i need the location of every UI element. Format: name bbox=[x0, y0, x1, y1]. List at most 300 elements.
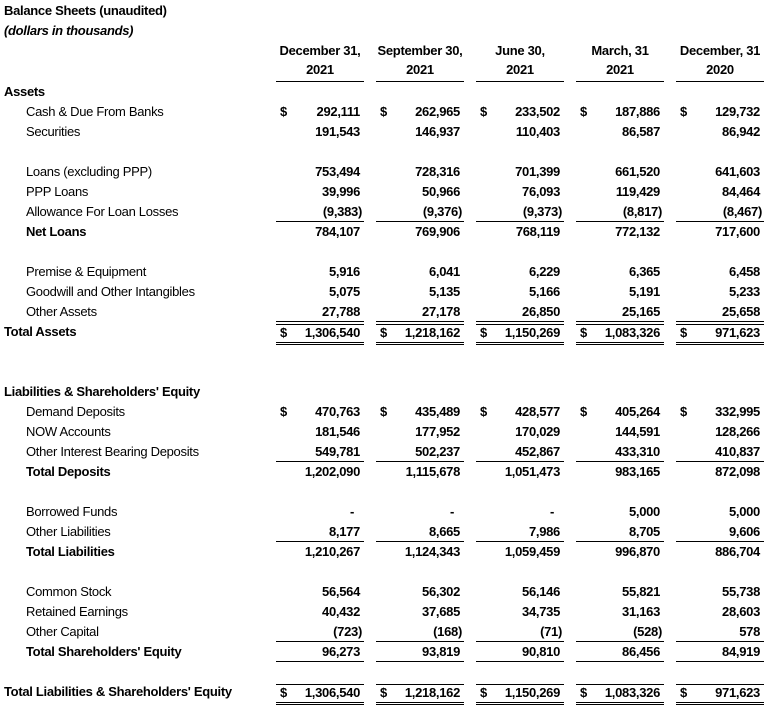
table-cell bbox=[676, 304, 764, 322]
dollar-sign: $ bbox=[480, 104, 487, 119]
spacer-row bbox=[0, 482, 764, 502]
table-cell bbox=[476, 444, 564, 462]
column-header bbox=[572, 43, 668, 77]
cell-value: 5,191 bbox=[628, 284, 660, 299]
table-row bbox=[0, 202, 764, 222]
cell-value: 8,177 bbox=[328, 524, 360, 539]
table-cell bbox=[276, 124, 364, 141]
table-cell bbox=[476, 164, 564, 181]
cell-value: 1,115,678 bbox=[405, 464, 460, 479]
cell-value: 119,429 bbox=[615, 184, 660, 199]
table-cell bbox=[376, 164, 464, 181]
table-cell bbox=[576, 524, 664, 542]
cell-value: 769,906 bbox=[415, 224, 460, 239]
cell-value: (9,376) bbox=[422, 204, 462, 219]
table-row bbox=[0, 622, 764, 642]
table-cell bbox=[576, 464, 664, 481]
table-cell bbox=[476, 204, 564, 222]
cell-value: 6,041 bbox=[428, 264, 460, 279]
table-row bbox=[0, 102, 764, 122]
table-cell bbox=[576, 684, 664, 705]
cell-value: (8,817) bbox=[622, 204, 662, 219]
cell-value: 27,788 bbox=[322, 304, 360, 319]
cell-value: 701,399 bbox=[515, 164, 560, 179]
spacer-row bbox=[0, 342, 764, 362]
column-header-period: March, 31 bbox=[591, 43, 649, 58]
cell-value: 872,098 bbox=[715, 464, 760, 479]
column-header-year: 2021 bbox=[606, 62, 634, 77]
cell-value: 26,850 bbox=[522, 304, 560, 319]
cell-value: - bbox=[349, 504, 354, 519]
table-cell bbox=[676, 684, 764, 705]
cell-value: 435,489 bbox=[415, 404, 460, 419]
cell-value: 5,233 bbox=[728, 284, 760, 299]
cell-value: 502,237 bbox=[415, 444, 460, 459]
table-cell bbox=[576, 444, 664, 462]
cell-value: 549,781 bbox=[315, 444, 360, 459]
cell-value: 1,210,267 bbox=[304, 544, 360, 559]
row-label: Retained Earnings bbox=[26, 604, 128, 619]
cell-value: 1,124,343 bbox=[404, 544, 460, 559]
row-label: Total Liabilities bbox=[26, 544, 115, 559]
table-cell bbox=[676, 444, 764, 462]
column-header-period: December, 31 bbox=[679, 43, 761, 58]
document-title: Balance Sheets (unaudited) bbox=[4, 3, 167, 18]
row-label: Total Assets bbox=[4, 324, 77, 339]
table-row bbox=[0, 642, 764, 662]
cell-value: 5,166 bbox=[528, 284, 560, 299]
table-row bbox=[0, 262, 764, 282]
table-cell bbox=[476, 624, 564, 642]
row-label: Borrowed Funds bbox=[26, 504, 118, 519]
table-cell bbox=[676, 224, 764, 241]
table-cell bbox=[576, 404, 664, 421]
cell-value: 1,306,540 bbox=[304, 325, 360, 340]
column-header-period: September 30, bbox=[377, 43, 463, 58]
cell-value: 6,458 bbox=[728, 264, 760, 279]
table-cell bbox=[476, 584, 564, 601]
table-cell bbox=[676, 264, 764, 281]
row-label: Other Interest Bearing Deposits bbox=[26, 444, 199, 459]
table-cell bbox=[276, 584, 364, 601]
table-row bbox=[0, 122, 764, 142]
cell-value: 28,603 bbox=[722, 604, 760, 619]
table-cell bbox=[376, 584, 464, 601]
cell-value: (168) bbox=[433, 624, 462, 639]
cell-value: 39,996 bbox=[322, 184, 360, 199]
cell-value: 768,119 bbox=[515, 224, 560, 239]
table-cell bbox=[576, 204, 664, 222]
table-cell bbox=[476, 544, 564, 561]
column-header bbox=[672, 43, 764, 77]
cell-value: 56,302 bbox=[422, 584, 460, 599]
table-cell bbox=[676, 124, 764, 141]
dollar-sign: $ bbox=[480, 685, 487, 700]
column-header bbox=[272, 43, 368, 77]
cell-value: 56,146 bbox=[522, 584, 560, 599]
table-cell bbox=[276, 444, 364, 462]
cell-value: 753,494 bbox=[315, 164, 360, 179]
dollar-sign: $ bbox=[480, 325, 487, 340]
cell-value: 129,732 bbox=[715, 104, 760, 119]
column-header-year: 2021 bbox=[506, 62, 534, 77]
cell-value: 146,937 bbox=[415, 124, 460, 139]
table-cell bbox=[376, 604, 464, 621]
cell-value: 76,093 bbox=[522, 184, 560, 199]
cell-value: 1,150,269 bbox=[504, 325, 560, 340]
cell-value: 1,150,269 bbox=[504, 685, 560, 700]
table-cell bbox=[576, 104, 664, 121]
column-header-period: December 31, bbox=[279, 43, 361, 58]
dollar-sign: $ bbox=[380, 325, 387, 340]
table-cell bbox=[276, 504, 364, 521]
table-cell bbox=[676, 504, 764, 521]
cell-value: 50,966 bbox=[422, 184, 460, 199]
cell-value: 728,316 bbox=[415, 164, 460, 179]
table-cell bbox=[576, 544, 664, 561]
table-cell bbox=[576, 624, 664, 642]
cell-value: 187,886 bbox=[615, 104, 660, 119]
table-cell bbox=[376, 464, 464, 481]
cell-value: 452,867 bbox=[515, 444, 560, 459]
table-cell bbox=[376, 504, 464, 521]
table-cell bbox=[276, 544, 364, 561]
table-cell bbox=[676, 284, 764, 301]
cell-value: 5,135 bbox=[428, 284, 460, 299]
table-cell bbox=[676, 104, 764, 121]
table-cell bbox=[276, 624, 364, 642]
dollar-sign: $ bbox=[680, 104, 687, 119]
table-cell bbox=[476, 684, 564, 705]
table-cell bbox=[576, 124, 664, 141]
table-cell bbox=[476, 644, 564, 662]
table-cell bbox=[476, 224, 564, 241]
column-header bbox=[472, 43, 568, 77]
table-cell bbox=[576, 264, 664, 281]
table-cell bbox=[476, 404, 564, 421]
table-cell bbox=[276, 304, 364, 322]
cell-value: 717,600 bbox=[715, 224, 760, 239]
table-row bbox=[0, 282, 764, 302]
table-cell bbox=[276, 264, 364, 281]
section-header-row bbox=[0, 82, 764, 102]
column-header bbox=[372, 43, 468, 77]
cell-value: 40,432 bbox=[322, 604, 360, 619]
cell-value: 9,606 bbox=[728, 524, 760, 539]
cell-value: 34,735 bbox=[522, 604, 560, 619]
table-cell bbox=[276, 104, 364, 121]
table-cell bbox=[676, 644, 764, 662]
row-label: PPP Loans bbox=[26, 184, 89, 199]
table-cell bbox=[676, 624, 764, 642]
cell-value: 332,995 bbox=[715, 404, 760, 419]
table-row bbox=[0, 502, 764, 522]
table-cell bbox=[376, 204, 464, 222]
table-row bbox=[0, 162, 764, 182]
cell-value: 1,218,162 bbox=[404, 685, 460, 700]
cell-value: 84,919 bbox=[722, 644, 760, 659]
table-cell bbox=[576, 164, 664, 181]
column-header-year: 2021 bbox=[406, 62, 434, 77]
cell-value: 55,821 bbox=[622, 584, 660, 599]
cell-value: 233,502 bbox=[515, 104, 560, 119]
dollar-sign: $ bbox=[680, 325, 687, 340]
table-cell bbox=[476, 524, 564, 542]
table-cell bbox=[376, 644, 464, 662]
cell-value: - bbox=[449, 504, 454, 519]
cell-value: 1,059,459 bbox=[504, 544, 560, 559]
dollar-sign: $ bbox=[280, 685, 287, 700]
table-cell bbox=[276, 604, 364, 621]
cell-value: 191,543 bbox=[315, 124, 360, 139]
cell-value: (9,383) bbox=[322, 204, 362, 219]
spacer-row bbox=[0, 242, 764, 262]
cell-value: 784,107 bbox=[315, 224, 360, 239]
table-cell bbox=[376, 624, 464, 642]
table-cell bbox=[376, 424, 464, 441]
table-cell bbox=[676, 424, 764, 441]
table-cell bbox=[676, 404, 764, 421]
table-cell bbox=[376, 104, 464, 121]
dollar-sign: $ bbox=[580, 104, 587, 119]
row-label: Securities bbox=[26, 124, 81, 139]
table-row bbox=[0, 542, 764, 562]
cell-value: 56,564 bbox=[322, 584, 360, 599]
cell-value: (9,373) bbox=[522, 204, 562, 219]
table-cell bbox=[576, 604, 664, 621]
row-label: Assets bbox=[4, 84, 45, 99]
table-cell bbox=[676, 604, 764, 621]
table-cell bbox=[376, 544, 464, 561]
table-cell bbox=[276, 184, 364, 201]
table-row bbox=[0, 322, 764, 342]
cell-value: 90,810 bbox=[522, 644, 560, 659]
cell-value: 86,456 bbox=[622, 644, 660, 659]
table-cell bbox=[376, 304, 464, 322]
row-label: NOW Accounts bbox=[26, 424, 111, 439]
dollar-sign: $ bbox=[380, 685, 387, 700]
row-label: Total Liabilities & Shareholders' Equity bbox=[4, 684, 232, 699]
table-row bbox=[0, 422, 764, 442]
table-cell bbox=[376, 524, 464, 542]
cell-value: 181,546 bbox=[315, 424, 360, 439]
table-row bbox=[0, 302, 764, 322]
table-cell bbox=[276, 524, 364, 542]
column-header-year: 2020 bbox=[706, 62, 734, 77]
table-cell bbox=[376, 684, 464, 705]
row-label: Liabilities & Shareholders' Equity bbox=[4, 384, 200, 399]
cell-value: 5,916 bbox=[328, 264, 360, 279]
row-label: Premise & Equipment bbox=[26, 264, 147, 279]
row-label: Demand Deposits bbox=[26, 404, 125, 419]
table-cell bbox=[276, 224, 364, 241]
cell-value: 1,306,540 bbox=[304, 685, 360, 700]
row-label: Common Stock bbox=[26, 584, 112, 599]
table-cell bbox=[676, 184, 764, 201]
cell-value: 37,685 bbox=[422, 604, 460, 619]
table-cell bbox=[576, 224, 664, 241]
dollar-sign: $ bbox=[680, 685, 687, 700]
cell-value: 5,000 bbox=[628, 504, 660, 519]
cell-value: 886,704 bbox=[715, 544, 760, 559]
table-cell bbox=[276, 404, 364, 421]
table-cell bbox=[376, 224, 464, 241]
table-cell bbox=[476, 464, 564, 481]
cell-value: 31,163 bbox=[622, 604, 660, 619]
dollar-sign: $ bbox=[580, 685, 587, 700]
cell-value: 8,705 bbox=[628, 524, 660, 539]
dollar-sign: $ bbox=[480, 404, 487, 419]
table-cell bbox=[276, 464, 364, 481]
cell-value: 428,577 bbox=[515, 404, 560, 419]
table-cell bbox=[476, 284, 564, 301]
cell-value: 772,132 bbox=[615, 224, 660, 239]
table-cell bbox=[276, 204, 364, 222]
cell-value: 996,870 bbox=[615, 544, 660, 559]
table-cell bbox=[276, 424, 364, 441]
dollar-sign: $ bbox=[580, 325, 587, 340]
row-label: Other Capital bbox=[26, 624, 99, 639]
column-header-year: 2021 bbox=[306, 62, 334, 77]
table-cell bbox=[276, 284, 364, 301]
row-label: Net Loans bbox=[26, 224, 87, 239]
table-row bbox=[0, 402, 764, 422]
table-cell bbox=[576, 424, 664, 441]
cell-value: 170,029 bbox=[515, 424, 560, 439]
cell-value: 5,075 bbox=[328, 284, 360, 299]
cell-value: - bbox=[549, 504, 554, 519]
table-row bbox=[0, 462, 764, 482]
cell-value: 7,986 bbox=[528, 524, 560, 539]
section-header-row bbox=[0, 382, 764, 402]
row-label: Total Deposits bbox=[26, 464, 111, 479]
table-cell bbox=[576, 584, 664, 601]
cell-value: 410,837 bbox=[715, 444, 760, 459]
table-row bbox=[0, 602, 764, 622]
table-row bbox=[0, 182, 764, 202]
cell-value: 96,273 bbox=[322, 644, 360, 659]
row-label: Goodwill and Other Intangibles bbox=[26, 284, 195, 299]
column-header-period: June 30, bbox=[495, 43, 545, 58]
cell-value: 110,403 bbox=[515, 124, 560, 139]
table-cell bbox=[476, 504, 564, 521]
table-row bbox=[0, 442, 764, 462]
cell-value: 405,264 bbox=[615, 404, 660, 419]
table-row bbox=[0, 682, 764, 702]
table-cell bbox=[376, 404, 464, 421]
cell-value: (8,467) bbox=[722, 204, 762, 219]
dollar-sign: $ bbox=[380, 404, 387, 419]
cell-value: 144,591 bbox=[615, 424, 660, 439]
spacer-row bbox=[0, 562, 764, 582]
table-cell bbox=[476, 604, 564, 621]
table-cell bbox=[676, 204, 764, 222]
cell-value: 262,965 bbox=[415, 104, 460, 119]
cell-value: 55,738 bbox=[722, 584, 760, 599]
cell-value: 1,202,090 bbox=[304, 464, 360, 479]
cell-value: 84,464 bbox=[722, 184, 760, 199]
table-cell bbox=[376, 284, 464, 301]
cell-value: 971,623 bbox=[715, 325, 760, 340]
table-cell bbox=[276, 164, 364, 181]
row-label: Loans (excluding PPP) bbox=[26, 164, 152, 179]
dollar-sign: $ bbox=[680, 404, 687, 419]
table-cell bbox=[376, 184, 464, 201]
cell-value: (528) bbox=[633, 624, 662, 639]
cell-value: (723) bbox=[333, 624, 362, 639]
table-cell bbox=[676, 464, 764, 481]
cell-value: 661,520 bbox=[615, 164, 660, 179]
row-label: Other Assets bbox=[26, 304, 97, 319]
table-row bbox=[0, 222, 764, 242]
row-label: Other Liabilities bbox=[26, 524, 111, 539]
cell-value: 8,665 bbox=[428, 524, 460, 539]
cell-value: 578 bbox=[739, 624, 760, 639]
cell-value: 25,165 bbox=[622, 304, 660, 319]
table-cell bbox=[376, 124, 464, 141]
table-cell bbox=[476, 424, 564, 441]
table-row bbox=[0, 522, 764, 542]
cell-value: 86,587 bbox=[622, 124, 660, 139]
table-cell bbox=[376, 444, 464, 462]
dollar-sign: $ bbox=[380, 104, 387, 119]
document-subtitle: (dollars in thousands) bbox=[4, 23, 134, 38]
cell-value: 177,952 bbox=[415, 424, 460, 439]
table-cell bbox=[576, 184, 664, 201]
table-cell bbox=[576, 504, 664, 521]
row-label: Cash & Due From Banks bbox=[26, 104, 164, 119]
row-label: Allowance For Loan Losses bbox=[26, 204, 179, 219]
table-cell bbox=[376, 264, 464, 281]
spacer-row bbox=[0, 142, 764, 162]
table-cell bbox=[676, 544, 764, 561]
cell-value: 27,178 bbox=[422, 304, 460, 319]
cell-value: 25,658 bbox=[722, 304, 760, 319]
cell-value: 433,310 bbox=[615, 444, 660, 459]
table-cell bbox=[476, 104, 564, 121]
table-cell bbox=[676, 164, 764, 181]
cell-value: 1,218,162 bbox=[404, 325, 460, 340]
table-cell bbox=[676, 584, 764, 601]
cell-value: 86,942 bbox=[722, 124, 760, 139]
table-cell bbox=[576, 644, 664, 662]
table-cell bbox=[476, 304, 564, 322]
row-label: Total Shareholders' Equity bbox=[26, 644, 182, 659]
cell-value: 1,083,326 bbox=[604, 685, 660, 700]
table-cell bbox=[676, 524, 764, 542]
dollar-sign: $ bbox=[280, 104, 287, 119]
cell-value: 6,365 bbox=[628, 264, 660, 279]
spacer-row bbox=[0, 662, 764, 682]
cell-value: 1,051,473 bbox=[504, 464, 560, 479]
dollar-sign: $ bbox=[580, 404, 587, 419]
table-cell bbox=[476, 124, 564, 141]
cell-value: 983,165 bbox=[615, 464, 660, 479]
cell-value: (71) bbox=[540, 624, 562, 639]
dollar-sign: $ bbox=[280, 325, 287, 340]
spacer-row bbox=[0, 362, 764, 382]
cell-value: 6,229 bbox=[528, 264, 560, 279]
cell-value: 470,763 bbox=[315, 404, 360, 419]
table-cell bbox=[576, 304, 664, 322]
table-cell bbox=[276, 684, 364, 705]
table-cell bbox=[276, 644, 364, 662]
cell-value: 128,266 bbox=[715, 424, 760, 439]
cell-value: 641,603 bbox=[715, 164, 760, 179]
table-cell bbox=[476, 264, 564, 281]
table-cell bbox=[576, 284, 664, 301]
cell-value: 1,083,326 bbox=[604, 325, 660, 340]
